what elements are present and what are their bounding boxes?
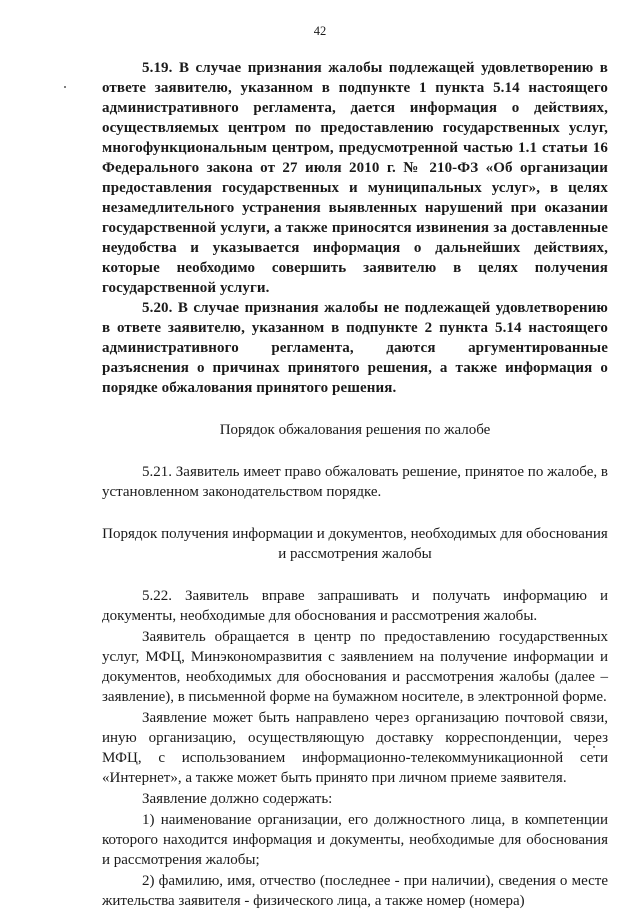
section-heading-appeal: Порядок обжалования решения по жалобе xyxy=(219,422,491,438)
paragraph-5-21: 5.21. Заявитель имеет право обжаловать решение, принятое по жалобе, в установленном законодательством порядке. xyxy=(102,464,608,500)
list-item-1: 1) наименование организации, его должностного лица, в компетенции которого находится информация и документы, необходимые для обоснования и рассмотрения жалобы; xyxy=(102,812,608,868)
paragraph-contain: Заявление должно содержать: xyxy=(142,791,333,807)
list-item-2: 2) фамилию, имя, отчество (последнее - при наличии), сведения о месте жительства заявителя - физического лица, а также номер (номера) xyxy=(102,873,608,909)
spacer xyxy=(102,564,608,586)
spacer xyxy=(102,502,608,524)
page-number: 42 xyxy=(313,24,327,38)
spacer xyxy=(102,398,608,420)
document-body xyxy=(102,58,608,911)
paragraph-statement: Заявление может быть направлено через организацию почтовой связи, иную организацию, осуществляющую доставку корреспонденции, через МФЦ, с использованием информационно-телекоммуникационной сети «Интернет», а также может быть принято при личном приеме заявителя. xyxy=(102,710,608,786)
paragraph-5-19: 5.19. В случае признания жалобы подлежащей удовлетворению в ответе заявителю, указанном в подпункте 1 пункта 5.14 настоящего административного регламента, дается информация о действиях, осуществляемых центром по предоставлению государственных услуг, многофункциональным центром, предусмотренной частью 1.1 статьи 16 Федерального закона от 27 июля 2010 г. № 210-ФЗ «Об организации предоставления государственных и муниципальных услуг», в целях незамедлительного устранения выявленных нарушений при оказании государственной услуги, а также приносятся извинения за доставленные неудобства и указывается информация о дальнейших действиях, которые необходимо совершить заявителю в целях получения государственной услуги. xyxy=(102,60,608,296)
scan-speck xyxy=(64,86,66,88)
section-heading-information: Порядок получения информации и документов, необходимых для обоснования и рассмотрения жалобы xyxy=(102,526,608,562)
spacer xyxy=(102,440,608,462)
paragraph-applicant: Заявитель обращается в центр по предоставлению государственных услуг, МФЦ, Минэкономразвития с заявлением на получение информации и документов, необходимых для обоснования и рассмотрения жалобы (далее – заявление), в письменной форме на бумажном носителе, в электронной форме. xyxy=(102,629,608,705)
paragraph-5-22: 5.22. Заявитель вправе запрашивать и получать информацию и документы, необходимые для обоснования и рассмотрения жалобы. xyxy=(102,588,608,624)
paragraph-5-20: 5.20. В случае признания жалобы не подлежащей удовлетворению в ответе заявителю, указанном в подпункте 2 пункта 5.14 настоящего административного регламента, даются аргументированные разъяснения о причинах принятого решения, а также информация о порядке обжалования принятого решения. xyxy=(102,300,608,396)
scan-speck xyxy=(593,746,595,748)
